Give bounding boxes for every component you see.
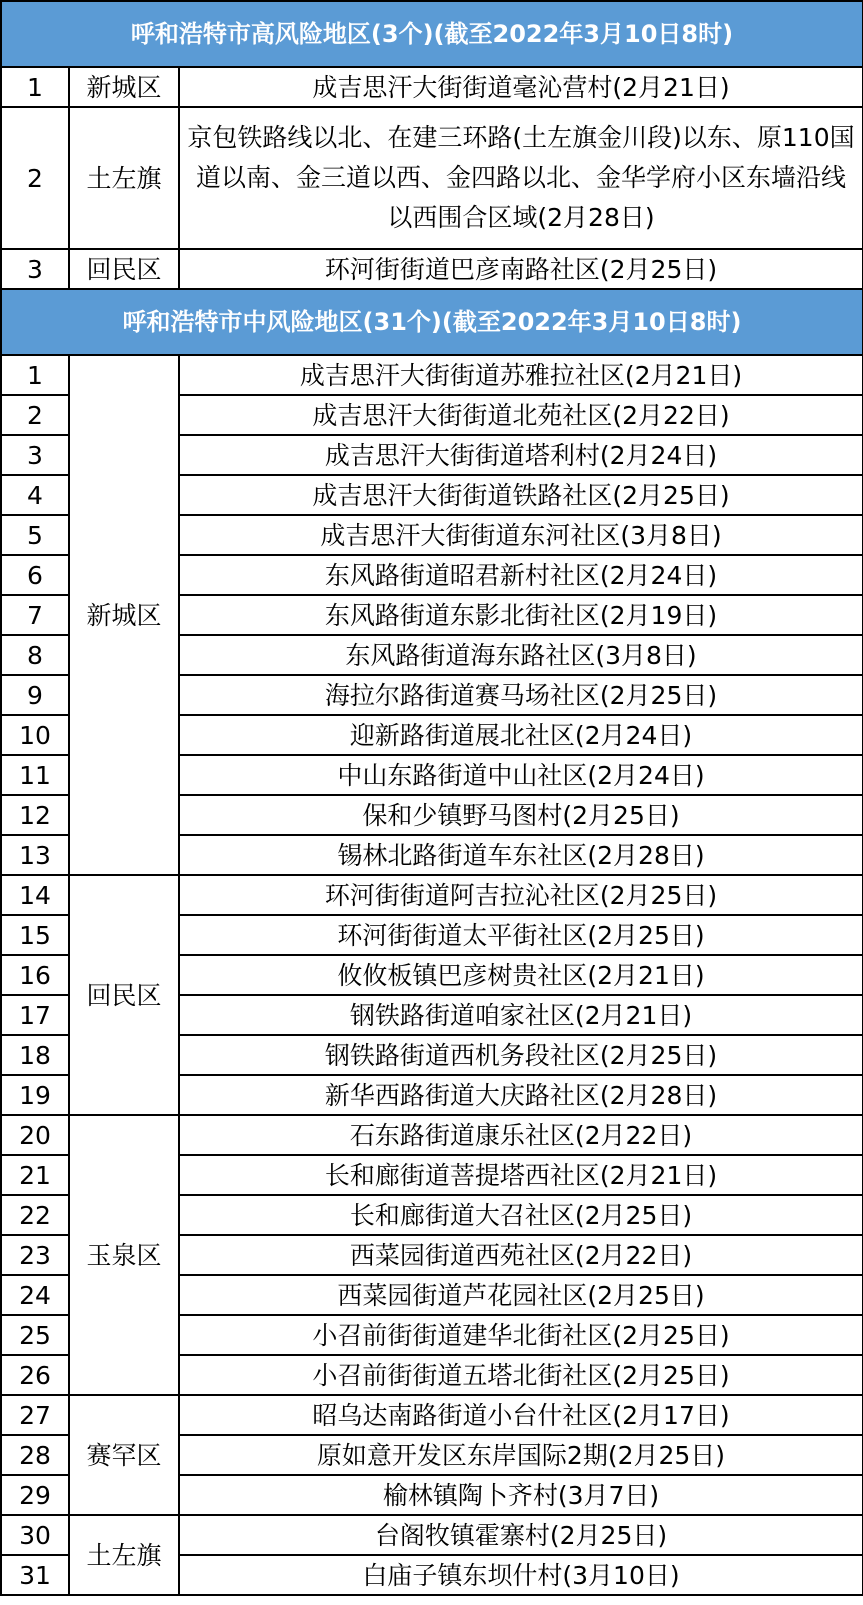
area-cell: 新华西路街道大庆路社区(2月28日) bbox=[179, 1075, 863, 1115]
row-number: 5 bbox=[1, 515, 69, 555]
row-number: 19 bbox=[1, 1075, 69, 1115]
area-cell: 西菜园街道西苑社区(2月22日) bbox=[179, 1235, 863, 1275]
area-cell: 长和廊街道菩提塔西社区(2月21日) bbox=[179, 1155, 863, 1195]
row-number: 8 bbox=[1, 635, 69, 675]
area-cell: 成吉思汗大街街道铁路社区(2月25日) bbox=[179, 475, 863, 515]
district-cell: 土左旗 bbox=[69, 1515, 179, 1595]
table-row bbox=[1, 249, 863, 289]
area-cell: 京包铁路线以北、在建三环路(土左旗金川段)以东、原110国道以南、金三道以西、金四路以北、金华学府小区东墙沿线以西围合区域(2月28日) bbox=[179, 107, 863, 249]
area-cell: 成吉思汗大街街道北苑社区(2月22日) bbox=[179, 395, 863, 435]
row-number: 6 bbox=[1, 555, 69, 595]
row-number: 3 bbox=[1, 435, 69, 475]
area-cell: 钢铁路街道咱家社区(2月21日) bbox=[179, 995, 863, 1035]
area-cell: 锡林北路街道车东社区(2月28日) bbox=[179, 835, 863, 875]
area-cell: 小召前街街道五塔北街社区(2月25日) bbox=[179, 1355, 863, 1395]
area-cell: 西菜园街道芦花园社区(2月25日) bbox=[179, 1275, 863, 1315]
district-cell: 回民区 bbox=[69, 875, 179, 1115]
area-cell: 成吉思汗大街街道苏雅拉社区(2月21日) bbox=[179, 355, 863, 395]
district-cell: 赛罕区 bbox=[69, 1395, 179, 1515]
row-number: 16 bbox=[1, 955, 69, 995]
area-cell: 攸攸板镇巴彦树贵社区(2月21日) bbox=[179, 955, 863, 995]
row-number: 29 bbox=[1, 1475, 69, 1515]
district-cell: 新城区 bbox=[69, 67, 179, 107]
district-cell: 新城区 bbox=[69, 355, 179, 875]
area-cell: 环河街街道太平街社区(2月25日) bbox=[179, 915, 863, 955]
area-cell: 昭乌达南路街道小台什社区(2月17日) bbox=[179, 1395, 863, 1435]
row-number: 2 bbox=[1, 107, 69, 249]
row-number: 30 bbox=[1, 1515, 69, 1555]
table-row bbox=[1, 67, 863, 107]
row-number: 10 bbox=[1, 715, 69, 755]
table-row bbox=[1, 1395, 863, 1435]
high-risk-header-row bbox=[1, 1, 863, 67]
area-cell: 榆林镇陶卜齐村(3月7日) bbox=[179, 1475, 863, 1515]
district-cell: 回民区 bbox=[69, 249, 179, 289]
risk-area-table-body bbox=[1, 1, 863, 1595]
table-row bbox=[1, 875, 863, 915]
medium-risk-title: 呼和浩特市中风险地区(31个)(截至2022年3月10日8时) bbox=[1, 289, 863, 355]
row-number: 25 bbox=[1, 1315, 69, 1355]
area-cell: 中山东路街道中山社区(2月24日) bbox=[179, 755, 863, 795]
row-number: 12 bbox=[1, 795, 69, 835]
row-number: 26 bbox=[1, 1355, 69, 1395]
area-cell: 台阁牧镇霍寨村(2月25日) bbox=[179, 1515, 863, 1555]
area-cell: 环河街街道巴彦南路社区(2月25日) bbox=[179, 249, 863, 289]
row-number: 28 bbox=[1, 1435, 69, 1475]
area-cell: 海拉尔路街道赛马场社区(2月25日) bbox=[179, 675, 863, 715]
row-number: 27 bbox=[1, 1395, 69, 1435]
area-cell: 东风路街道昭君新村社区(2月24日) bbox=[179, 555, 863, 595]
area-cell: 成吉思汗大街街道东河社区(3月8日) bbox=[179, 515, 863, 555]
row-number: 1 bbox=[1, 355, 69, 395]
row-number: 14 bbox=[1, 875, 69, 915]
area-cell: 钢铁路街道西机务段社区(2月25日) bbox=[179, 1035, 863, 1075]
row-number: 2 bbox=[1, 395, 69, 435]
table-row bbox=[1, 107, 863, 249]
table-row bbox=[1, 1515, 863, 1555]
area-cell: 小召前街街道建华北街社区(2月25日) bbox=[179, 1315, 863, 1355]
row-number: 20 bbox=[1, 1115, 69, 1155]
district-cell: 玉泉区 bbox=[69, 1115, 179, 1395]
district-cell: 土左旗 bbox=[69, 107, 179, 249]
row-number: 31 bbox=[1, 1555, 69, 1595]
row-number: 7 bbox=[1, 595, 69, 635]
area-cell: 迎新路街道展北社区(2月24日) bbox=[179, 715, 863, 755]
row-number: 18 bbox=[1, 1035, 69, 1075]
table-row bbox=[1, 1115, 863, 1155]
area-cell: 长和廊街道大召社区(2月25日) bbox=[179, 1195, 863, 1235]
row-number: 1 bbox=[1, 67, 69, 107]
area-cell: 成吉思汗大街街道毫沁营村(2月21日) bbox=[179, 67, 863, 107]
area-cell: 环河街街道阿吉拉沁社区(2月25日) bbox=[179, 875, 863, 915]
area-cell: 保和少镇野马图村(2月25日) bbox=[179, 795, 863, 835]
row-number: 4 bbox=[1, 475, 69, 515]
area-cell: 东风路街道海东路社区(3月8日) bbox=[179, 635, 863, 675]
row-number: 3 bbox=[1, 249, 69, 289]
table-row bbox=[1, 355, 863, 395]
area-cell: 原如意开发区东岸国际2期(2月25日) bbox=[179, 1435, 863, 1475]
area-cell: 成吉思汗大街街道塔利村(2月24日) bbox=[179, 435, 863, 475]
high-risk-title: 呼和浩特市高风险地区(3个)(截至2022年3月10日8时) bbox=[1, 1, 863, 67]
row-number: 9 bbox=[1, 675, 69, 715]
row-number: 24 bbox=[1, 1275, 69, 1315]
medium-risk-header-row bbox=[1, 289, 863, 355]
row-number: 21 bbox=[1, 1155, 69, 1195]
area-cell: 石东路街道康乐社区(2月22日) bbox=[179, 1115, 863, 1155]
area-cell: 东风路街道东影北街社区(2月19日) bbox=[179, 595, 863, 635]
row-number: 13 bbox=[1, 835, 69, 875]
row-number: 22 bbox=[1, 1195, 69, 1235]
row-number: 17 bbox=[1, 995, 69, 1035]
row-number: 15 bbox=[1, 915, 69, 955]
area-cell: 白庙子镇东坝什村(3月10日) bbox=[179, 1555, 863, 1595]
row-number: 23 bbox=[1, 1235, 69, 1275]
row-number: 11 bbox=[1, 755, 69, 795]
